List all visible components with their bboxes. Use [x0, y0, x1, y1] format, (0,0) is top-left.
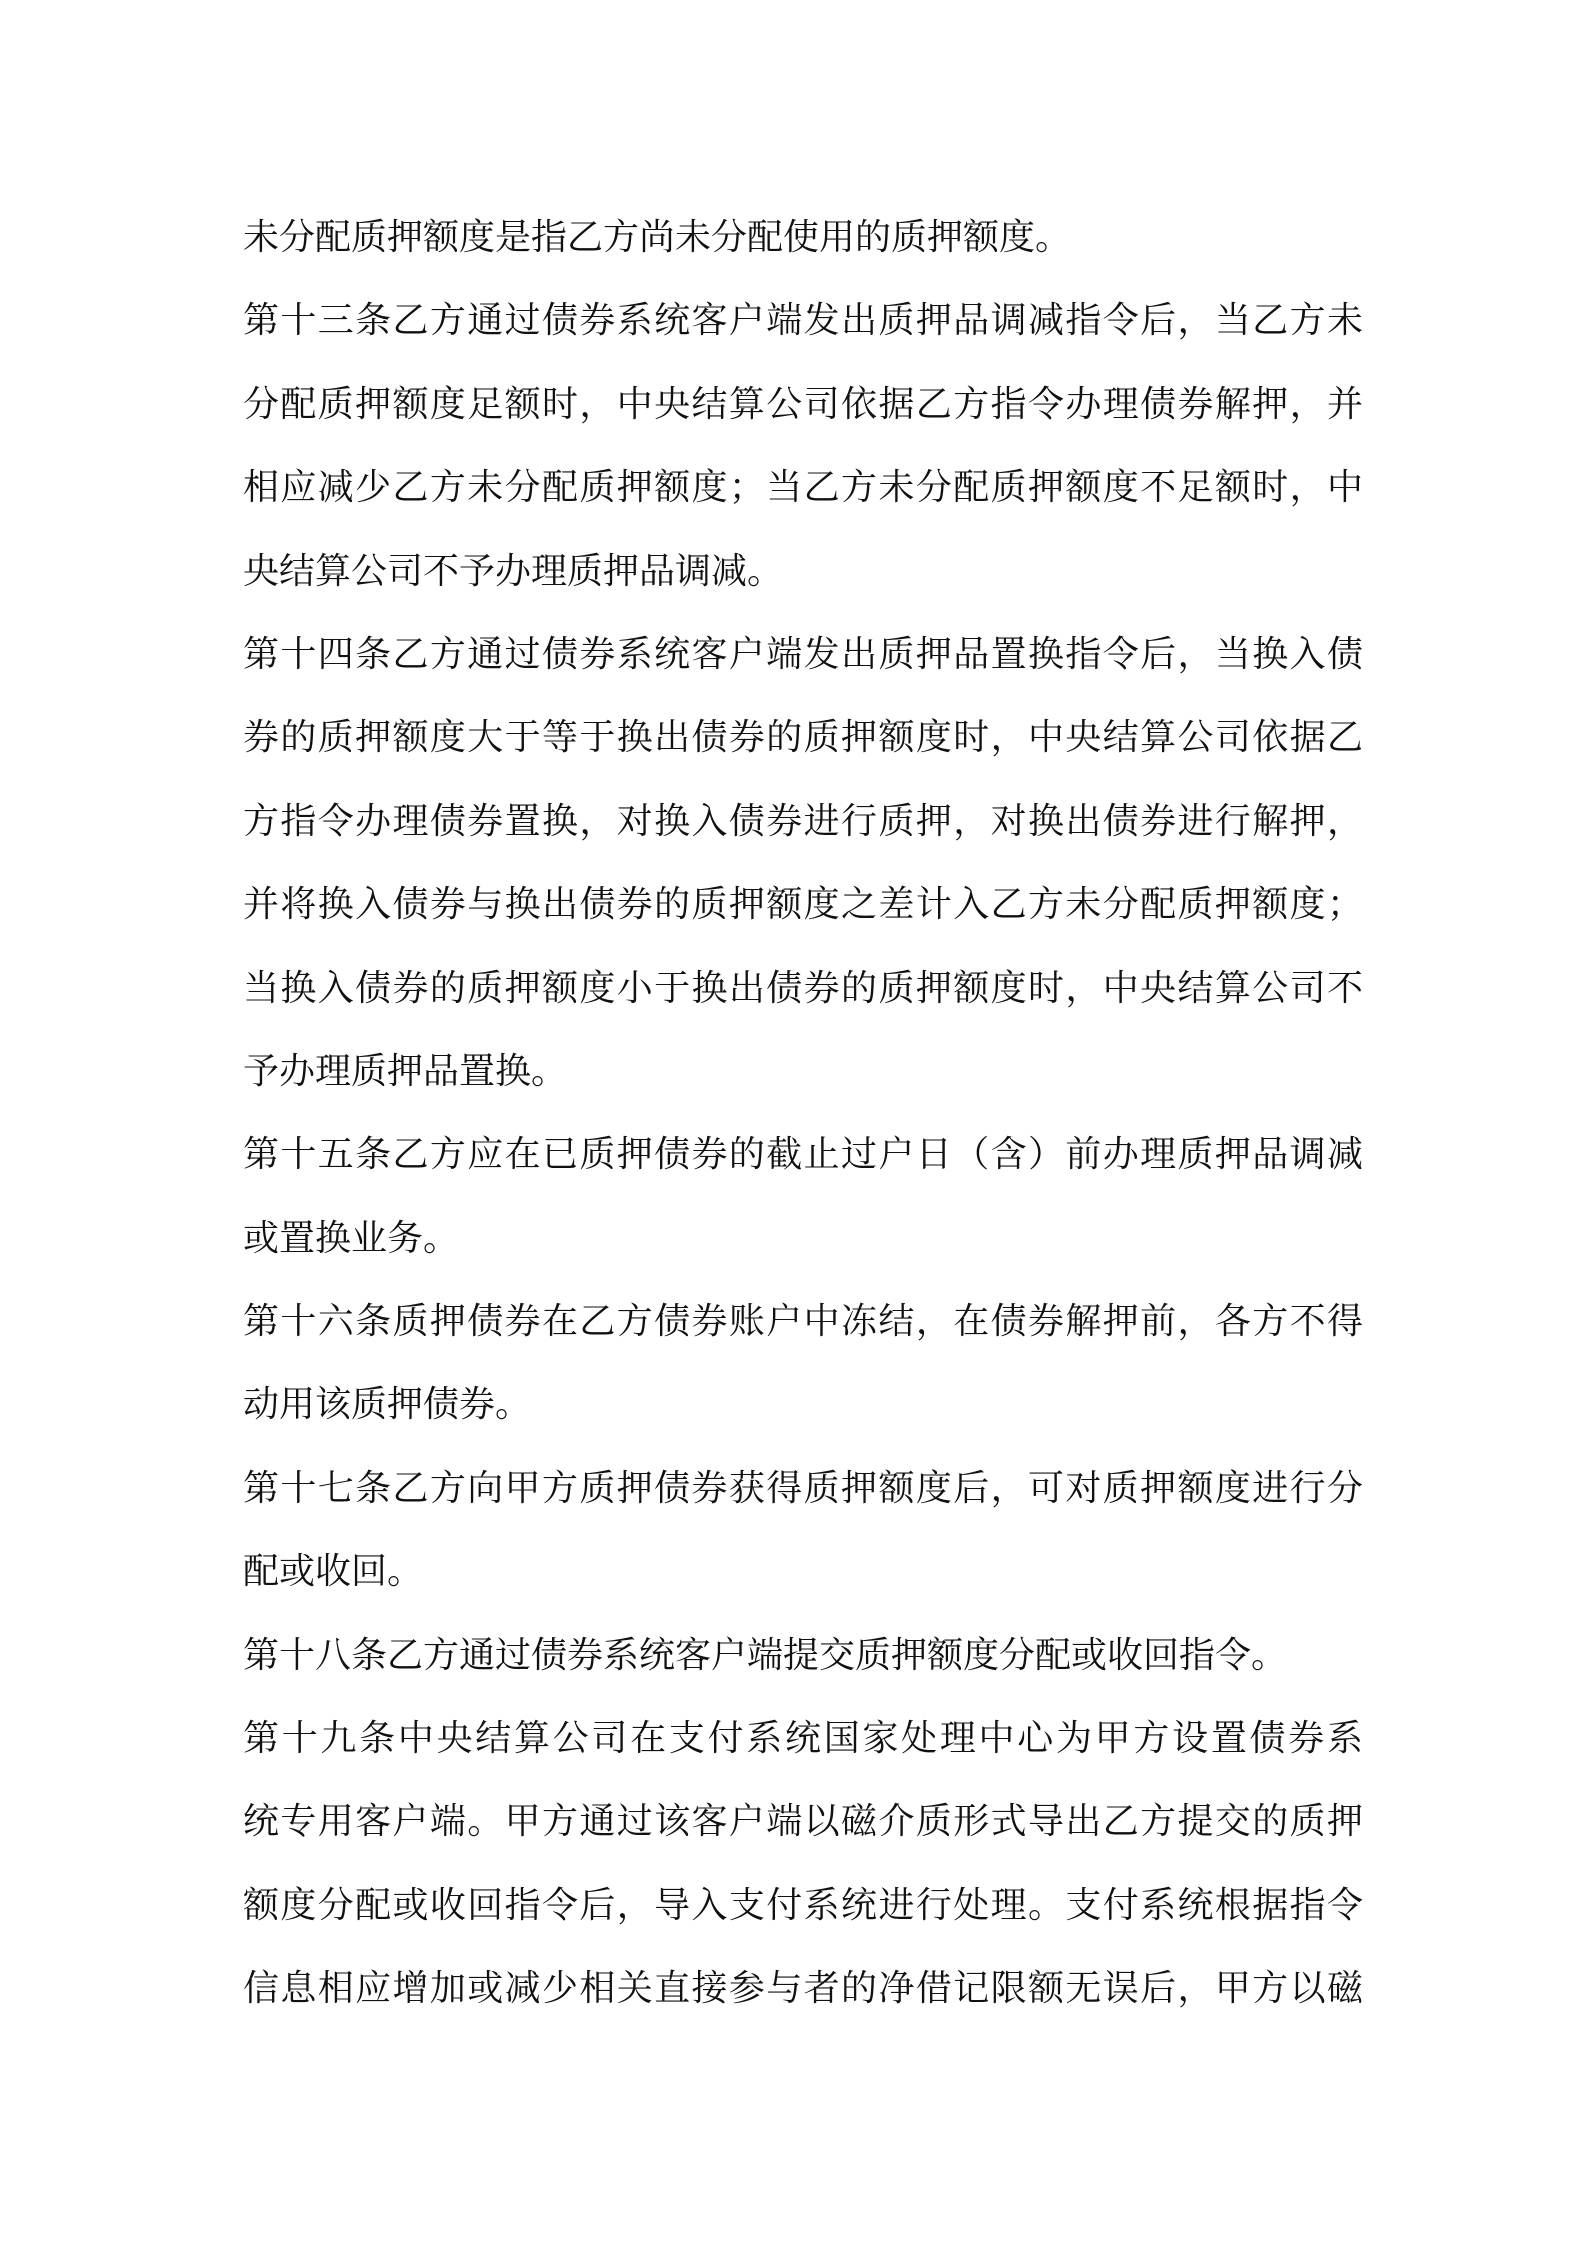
text-line: 第十三条乙方通过债券系统客户端发出质押品调减指令后，当乙方未 [243, 300, 1363, 342]
text-line: 分配质押额度足额时，中央结算公司依据乙方指令办理债券解押，并 [243, 383, 1363, 425]
text-line: 相应减少乙方未分配质押额度；当乙方未分配质押额度不足额时，中 [243, 467, 1363, 509]
text-line: 第十九条中央结算公司在支付系统国家处理中心为甲方设置债券系 [243, 1718, 1363, 1760]
document-body-text [243, 196, 1363, 2031]
text-line: 第十六条质押债券在乙方债券账户中冻结，在债券解押前，各方不得 [243, 1301, 1363, 1343]
text-line: 方指令办理债券置换，对换入债券进行质押，对换出债券进行解押， [243, 800, 1363, 842]
text-line: 动用该质押债券。 [243, 1384, 532, 1426]
text-line: 当换入债券的质押额度小于换出债券的质押额度时，中央结算公司不 [243, 967, 1363, 1009]
text-line: 并将换入债券与换出债券的质押额度之差计入乙方未分配质押额度； [243, 884, 1363, 926]
text-line: 额度分配或收回指令后，导入支付系统进行处理。支付系统根据指令 [243, 1884, 1363, 1926]
text-line: 未分配质押额度是指乙方尚未分配使用的质押额度。 [243, 217, 1072, 258]
text-line: 央结算公司不予办理质押品调减。 [243, 550, 784, 592]
text-line: 或置换业务。 [243, 1217, 460, 1259]
text-line: 信息相应增加或减少相关直接参与者的净借记限额无误后，甲方以磁 [243, 1968, 1363, 2010]
text-line: 第十四条乙方通过债券系统客户端发出质押品置换指令后，当换入债 [243, 633, 1363, 675]
text-line: 第十五条乙方应在已质押债券的截止过户日（含）前办理质押品调减 [243, 1134, 1363, 1176]
text-line: 第十七条乙方向甲方质押债券获得质押额度后，可对质押额度进行分 [243, 1467, 1363, 1509]
text-line: 配或收回。 [243, 1551, 424, 1593]
text-line: 予办理质押品置换。 [243, 1050, 568, 1092]
text-line: 统专用客户端。甲方通过该客户端以磁介质形式导出乙方提交的质押 [243, 1801, 1363, 1843]
text-line: 第十八条乙方通过债券系统客户端提交质押额度分配或收回指令。 [243, 1634, 1288, 1676]
text-line: 券的质押额度大于等于换出债券的质押额度时，中央结算公司依据乙 [243, 717, 1363, 759]
